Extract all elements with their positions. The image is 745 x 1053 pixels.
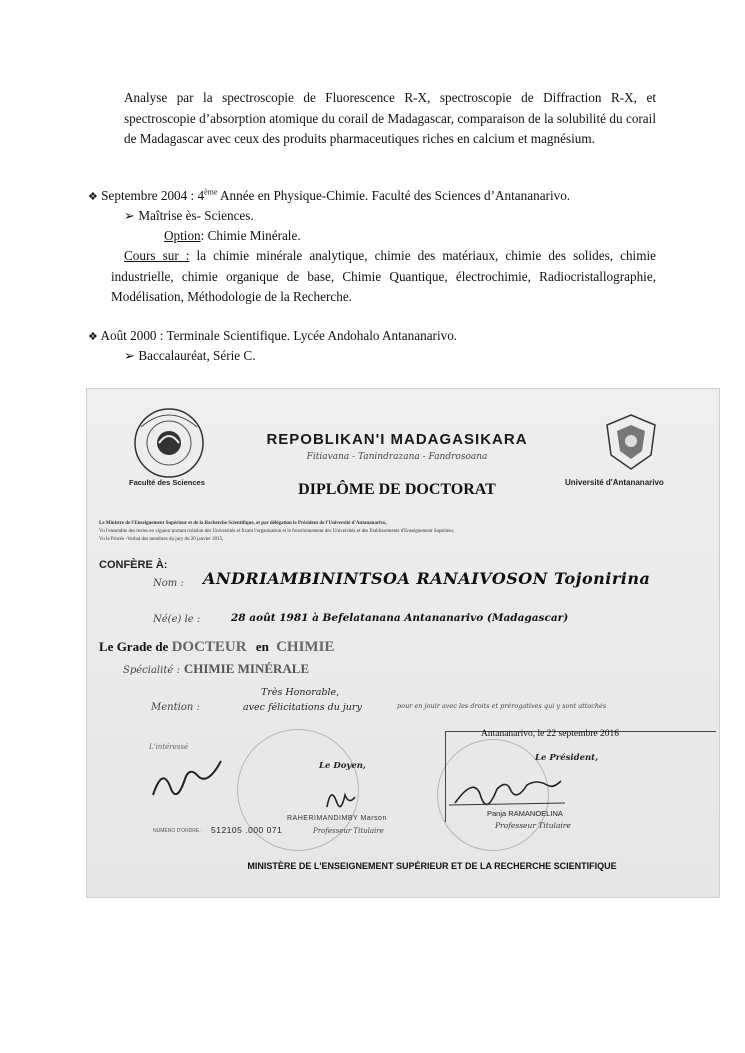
degree-name: Maîtrise ès- Sciences. xyxy=(138,208,254,223)
numero-label: NUMÉRO D'ORDRE : xyxy=(153,828,203,834)
courses-paragraph xyxy=(111,246,656,308)
diamond-bullet-icon: ❖ xyxy=(88,191,98,203)
university-label: Université d'Antananarivo xyxy=(565,478,664,487)
entry-2004-text: Année en Physique-Chimie. Faculté des Sciences d’Antananarivo. xyxy=(217,188,571,203)
confere-label: CONFÈRE À: xyxy=(99,559,168,571)
preamble-line: Vu l'ensemble des textes en vigueur portant création des Universités et fixant l'organisation et le fonctionnement des Universités et des Etablissements d'Enseignement Supérieur, xyxy=(99,529,455,534)
diploma-title: DIPLÔME DE DOCTORAT xyxy=(298,481,496,498)
specialite-label: Spécialité : xyxy=(123,665,180,676)
entry-2000-degree xyxy=(124,346,256,367)
diamond-bullet-icon: ❖ xyxy=(88,331,98,343)
arrow-bullet-icon: ➢ xyxy=(124,348,136,363)
doyen-label: Le Doyen, xyxy=(319,761,366,771)
doyen-signature-icon xyxy=(319,781,359,815)
courses-text: la chimie minérale analytique, chimie des matériaux, chimie des solides, chimie industrielle, chimie organique de base, Chimie Quantique, électrochimie, Radiocristallographie, Modélisation, Méthodologie de la Recherche. xyxy=(111,248,656,304)
intro-paragraph: Analyse par la spectroscopie de Fluorescence R-X, spectroscopie de Diffraction R-X, et spectroscopie d’absorption atomique du corail de Madagascar, comparaison de la solubilité du corail de Madagascar avec ceux des produits pharmaceutiques riches en calcium et magnésium. xyxy=(124,90,656,146)
recipient-name: ANDRIAMBININTSOA RANAIVOSON Tojonirina xyxy=(203,569,651,588)
born-label: Né(e) le : xyxy=(153,614,201,625)
faculty-seal-icon xyxy=(129,407,209,483)
entry-2000-text: Août 2000 : Terminale Scientifique. Lycée Andohalo Antananarivo. xyxy=(100,328,458,343)
doyen-name: RAHERIMANDIMBY Marson xyxy=(287,815,387,822)
president-title: Professeur Titulaire xyxy=(495,821,571,830)
grade-en: en xyxy=(255,639,269,654)
recipient-signature-icon xyxy=(147,755,227,805)
mention-label: Mention : xyxy=(151,702,200,713)
faculty-label: Faculté des Sciences xyxy=(129,478,205,487)
birth-info: 28 août 1981 à Befelatanana Antananarivo (Madagascar) xyxy=(231,612,569,624)
bac-name: Baccalauréat, Série C. xyxy=(138,348,256,363)
grade-line xyxy=(99,639,334,656)
specialite-value: CHIMIE MINÉRALE xyxy=(183,661,310,676)
president-signature-icon xyxy=(445,773,585,813)
entry-2004-date: Septembre 2004 : 4 xyxy=(101,188,205,203)
courses-label: Cours sur : xyxy=(124,248,190,263)
president-label: Le Président, xyxy=(535,753,599,763)
republic-motto: Fitiavana - Tanindrazana - Fandrosoana xyxy=(306,452,488,462)
ministry-footer: MINISTÈRE DE L'ENSEIGNEMENT SUPÉRIEUR ET DE LA RECHERCHE SCIENTIFIQUE xyxy=(247,861,617,871)
grade-label: Le Grade de xyxy=(99,639,169,654)
place-date: Antananarivo, le 22 septembre 2016 xyxy=(481,729,619,739)
mention-line1: Très Honorable, xyxy=(261,687,340,698)
numero-value: 512105 .000 071 xyxy=(211,825,283,835)
entry-2000 xyxy=(88,326,457,348)
rights-text: pour en jouir avec les droits et prérogatives qui y sont attachés xyxy=(397,702,607,710)
arrow-bullet-icon: ➢ xyxy=(124,208,136,223)
president-name: Panja RAMANOELINA xyxy=(487,809,563,818)
entry-2004 xyxy=(88,186,668,208)
mention-line2: avec félicitations du jury xyxy=(243,702,362,713)
diploma-image xyxy=(86,388,720,898)
preamble xyxy=(99,520,699,544)
grade-value: DOCTEUR xyxy=(171,639,247,655)
entry-2004-degree xyxy=(124,206,254,227)
option-label: Option xyxy=(164,228,201,243)
specialite-line xyxy=(123,660,309,678)
preamble-line: Vu le Procès -Verbal des membres du jury du 20 janvier 2015, xyxy=(99,537,224,542)
republic-heading: REPOBLIKAN'I MADAGASIKARA xyxy=(266,431,528,448)
nom-label: Nom : xyxy=(153,578,184,589)
university-crest-icon xyxy=(599,411,663,475)
option-line xyxy=(164,226,301,247)
entry-2004-sup: ème xyxy=(204,187,218,197)
interesse-label: L'intéressé xyxy=(149,743,189,751)
preamble-line: Le Ministre de l'Enseignement Supérieur et de la Recherche Scientifique, et par délégation le Président de l'Université d'Antananarivo, xyxy=(99,521,387,526)
grade-field: CHIMIE xyxy=(276,639,335,655)
doyen-title: Professeur Titulaire xyxy=(313,827,384,835)
option-value: : Chimie Minérale. xyxy=(200,228,301,243)
